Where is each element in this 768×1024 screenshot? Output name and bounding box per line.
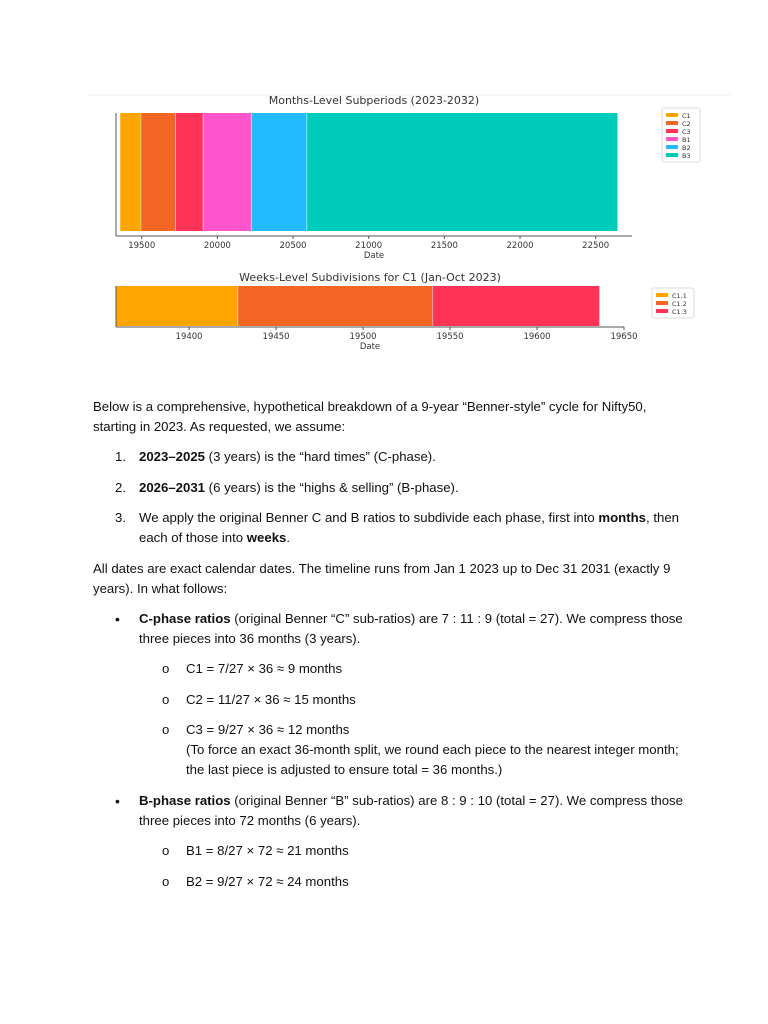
list-bold: 2023–2025	[139, 449, 206, 464]
sub-text: B1 = 8/27 × 72 ≈ 21 months	[186, 843, 349, 858]
x-tick-label: 19550	[436, 332, 464, 342]
x-tick-label: 19500	[349, 332, 377, 342]
sub-item-c2	[162, 690, 682, 710]
legend-swatch	[656, 309, 668, 313]
chart-months-subperiods	[88, 90, 730, 260]
bullet-rest: (original Benner “C” sub-ratios) are 7 : 11 : 9 (total = 27). We compress those three pieces into 36 months (3 years).	[139, 611, 683, 646]
sub-marker: o	[162, 874, 170, 889]
timeline-text: All dates are exact calendar dates. The timeline runs from Jan 1 2023 up to Dec 31 2031 (exactly 9 years). In what follows:	[93, 561, 671, 596]
list-text: , then each of those into	[139, 510, 680, 545]
bar-c3	[175, 113, 203, 231]
list-text: We apply the original Benner C and B ratios to subdivide each phase, first into	[139, 510, 599, 525]
legend-label: C2	[682, 120, 691, 128]
bar-b2	[251, 113, 306, 231]
list-bold: months	[598, 510, 647, 525]
legend-label: C1.2	[672, 300, 687, 308]
timeline-paragraph	[93, 559, 683, 599]
sub-marker: o	[162, 692, 170, 707]
x-tick-label: 19450	[262, 332, 290, 342]
list-item-1	[115, 447, 685, 467]
list-rest: (6 years) is the “highs & selling” (B-phase).	[205, 480, 459, 495]
legend-label: B2	[682, 144, 691, 152]
bar-c1	[120, 113, 141, 231]
x-tick-label: 20500	[279, 241, 307, 251]
list-number: 1.	[115, 449, 126, 464]
sub-text: C3 = 9/27 × 36 ≈ 12 months	[186, 722, 350, 737]
legend-label: C1.1	[672, 292, 687, 300]
sub-text: B2 = 9/27 × 72 ≈ 24 months	[186, 874, 349, 889]
sub-item-b1	[162, 841, 682, 861]
chart-weeks-svg	[88, 268, 730, 352]
chart-months-svg	[88, 90, 730, 260]
legend-swatch	[666, 153, 678, 157]
x-tick-label: 19500	[128, 241, 156, 251]
bullet-c-phase	[115, 609, 685, 649]
legend-swatch	[656, 293, 668, 297]
list-number: 2.	[115, 480, 126, 495]
list-rest: (3 years) is the “hard times” (C-phase).	[205, 449, 436, 464]
bar-b3	[307, 113, 618, 231]
list-item-3	[115, 508, 685, 548]
sub-marker: o	[162, 843, 170, 858]
legend-swatch	[666, 137, 678, 141]
x-tick-label: 22000	[506, 241, 534, 251]
bar-c1-2	[238, 286, 433, 326]
sub-marker: o	[162, 722, 170, 737]
bullet-rest: (original Benner “B” sub-ratios) are 8 : 9 : 10 (total = 27). We compress those three pieces into 72 months (6 years).	[139, 793, 683, 828]
sub-item-c3	[162, 720, 682, 780]
bar-b1	[203, 113, 251, 231]
intro-text: Below is a comprehensive, hypothetical breakdown of a 9-year “Benner-style” cycle for Nifty50, starting in 2023. As requested, we assume:	[93, 399, 647, 434]
legend-label: B1	[682, 136, 691, 144]
bullet-bold: C-phase ratios	[139, 611, 231, 626]
legend-swatch	[666, 129, 678, 133]
x-tick-label: 21000	[355, 241, 383, 251]
bullet-marker: •	[115, 793, 120, 809]
bar-c2	[141, 113, 176, 231]
chart-weeks-subdivisions	[88, 268, 730, 352]
x-axis-label: Date	[359, 342, 381, 352]
legend-label: C1.3	[672, 308, 687, 316]
x-axis-label: Date	[363, 251, 385, 260]
list-item-2	[115, 478, 685, 498]
x-tick-label: 20000	[203, 241, 231, 251]
bullet-bold: B-phase ratios	[139, 793, 231, 808]
list-bold: 2026–2031	[139, 480, 206, 495]
sub-item-c1	[162, 659, 682, 679]
bullet-marker: •	[115, 611, 120, 627]
bar-c1-1	[116, 286, 238, 326]
legend-label: B3	[682, 152, 691, 160]
list-number: 3.	[115, 510, 126, 525]
sub-text: C2 = 11/27 × 36 ≈ 15 months	[186, 692, 356, 707]
x-tick-label: 19650	[610, 332, 638, 342]
legend-swatch	[666, 121, 678, 125]
legend-label: C1	[682, 112, 691, 120]
legend-swatch	[666, 113, 678, 117]
legend-swatch	[666, 145, 678, 149]
sub-marker: o	[162, 661, 170, 676]
legend-swatch	[656, 301, 668, 305]
bar-c1-3	[433, 286, 600, 326]
sub-item-b2	[162, 872, 682, 892]
legend-label: C3	[682, 128, 691, 136]
x-tick-label: 21500	[430, 241, 458, 251]
intro-paragraph	[93, 397, 683, 437]
sub-note: (To force an exact 36-month split, we round each piece to the nearest integer month; the last piece is adjusted to ensure total = 36 months.)	[186, 742, 679, 777]
chart-title: Weeks-Level Subdivisions for C1 (Jan-Oct 2023)	[239, 271, 501, 284]
x-tick-label: 19400	[175, 332, 203, 342]
list-text: .	[286, 530, 291, 545]
bullet-b-phase	[115, 791, 685, 831]
x-tick-label: 19600	[523, 332, 551, 342]
chart-title: Months-Level Subperiods (2023-2032)	[268, 94, 480, 107]
x-tick-label: 22500	[582, 241, 610, 251]
sub-text: C1 = 7/27 × 36 ≈ 9 months	[186, 661, 343, 676]
list-bold: weeks	[246, 530, 287, 545]
